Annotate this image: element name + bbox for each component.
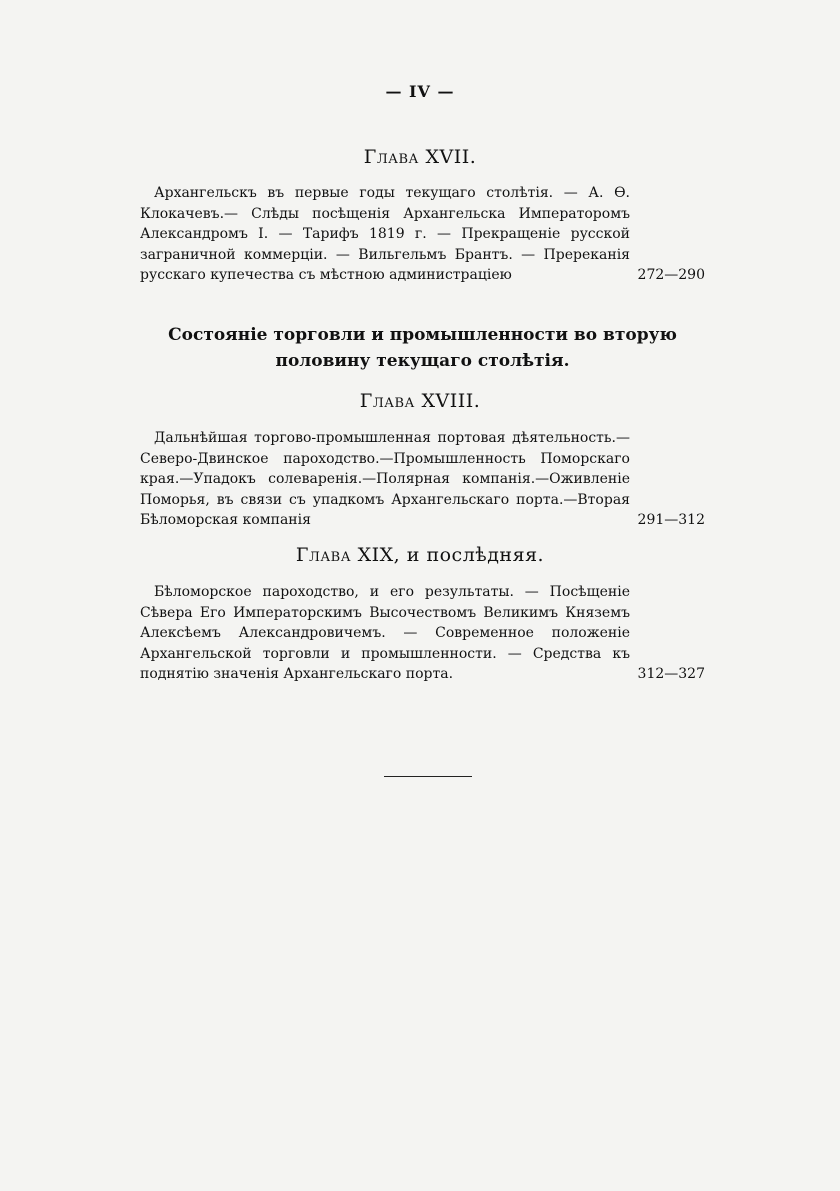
chapter-prefix: Глава [295, 544, 352, 566]
chapter-heading-xix [0, 544, 840, 566]
page-number: — IV — [385, 82, 455, 101]
chapter-summary-text: Бѣломорское пароходство, и его результаты. — Посѣщеніе Сѣвера Его Императорскимъ Высочествомъ Великимъ Княземъ Алексѣемъ Александровичемъ. — Современное положеніе Архангельской торговли и промышленности. — Средства къ поднятію значенія Архангельскаго порта. [140, 584, 630, 682]
page-range: 291—312 [637, 512, 705, 528]
chapter-summary-text: Дальнѣйшая торгово-промышленная портовая дѣятельность.—Северо-Двинское пароходство.—Промышленность Поморскаго края.—Упадокъ солеваренія.—Полярная компанія.—Оживленіе Поморья, въ связи съ упадкомъ Архангельскаго порта.—Вторая Бѣломорская компанія [140, 430, 630, 528]
chapter-heading-xvii [0, 146, 840, 168]
end-rule [384, 776, 472, 777]
chapter-number: XVII. [425, 146, 477, 168]
chapter-number: XVIII. [421, 390, 481, 412]
chapter-heading-xviii [0, 390, 840, 412]
page-range: 272—290 [637, 267, 705, 283]
chapter-prefix: Глава [363, 146, 419, 168]
chapter-prefix: Глава [359, 390, 415, 412]
chapter-summary-xviii [140, 428, 705, 531]
chapter-summary-xix [140, 582, 705, 685]
chapter-summary-xvii [140, 183, 705, 286]
page-range: 312—327 [637, 666, 705, 682]
part-heading: Состояніе торговли и промышленности во вторую половину текущаго столѣтія. [168, 325, 677, 371]
chapter-summary-text: Архангельскъ въ первые годы текущаго столѣтія. — А. Ѳ. Клокачевъ.— Слѣды посѣщенія Архангельска Императоромъ Александромъ I. — Тарифъ 1819 г. — Прекращеніе русской заграничной коммерціи. — Вильгельмъ Брантъ. — Пререканія русскаго купечества съ мѣстною администраціею [140, 185, 630, 283]
chapter-number: XIX, и послѣдняя. [357, 544, 545, 566]
